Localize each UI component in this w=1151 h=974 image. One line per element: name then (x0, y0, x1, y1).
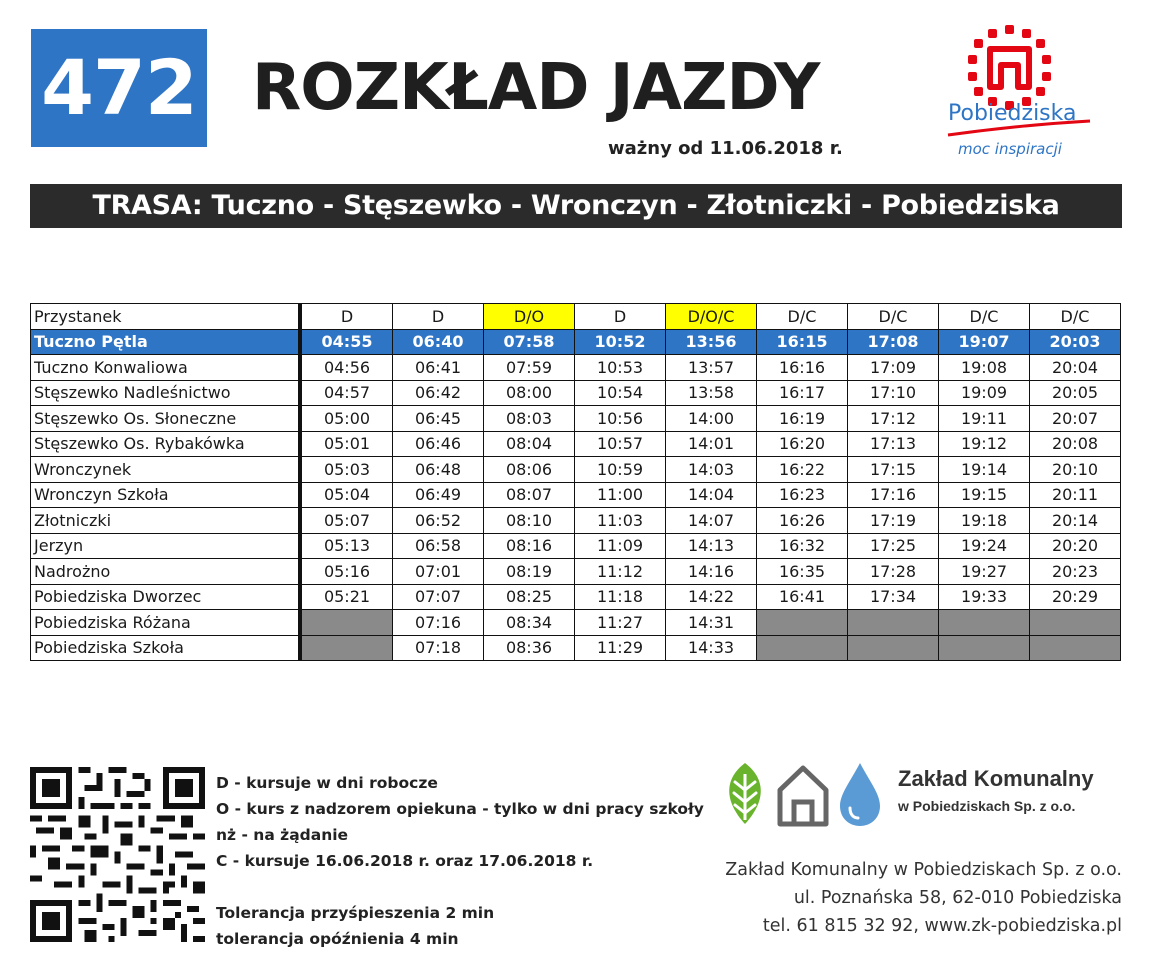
legend-item: nż - na żądanie (216, 826, 349, 844)
departure-time: 20:03 (1030, 329, 1121, 355)
departure-time: 05:00 (300, 406, 393, 432)
departure-time: 17:34 (848, 584, 939, 610)
no-departure-cell (300, 610, 393, 636)
departure-time: 20:23 (1030, 559, 1121, 585)
departure-time: 07:18 (393, 635, 484, 661)
departure-time: 19:14 (939, 457, 1030, 483)
table-row (31, 610, 1121, 636)
departure-time: 17:19 (848, 508, 939, 534)
departure-time: 13:56 (666, 329, 757, 355)
legend-item: D - kursuje w dni robocze (216, 774, 438, 792)
departure-time: 06:52 (393, 508, 484, 534)
address-line: Zakład Komunalny w Pobiedziskach Sp. z o.o. (725, 860, 1122, 880)
departure-time: 06:58 (393, 533, 484, 559)
departure-time: 04:55 (300, 329, 393, 355)
departure-time: 19:27 (939, 559, 1030, 585)
departure-time: 05:21 (300, 584, 393, 610)
departure-time: 11:27 (575, 610, 666, 636)
departure-time: 19:33 (939, 584, 1030, 610)
departure-time: 20:08 (1030, 431, 1121, 457)
stop-name: Stęszewko Os. Rybakówka (31, 431, 301, 457)
departure-time: 07:07 (393, 584, 484, 610)
company-name: Zakład Komunalny (898, 766, 1094, 791)
departure-time: 10:56 (575, 406, 666, 432)
no-departure-cell (757, 635, 848, 661)
table-row (31, 584, 1121, 610)
departure-time: 14:04 (666, 482, 757, 508)
departure-time: 05:01 (300, 431, 393, 457)
departure-time: 08:04 (484, 431, 575, 457)
departure-time: 16:23 (757, 482, 848, 508)
departure-time: 19:18 (939, 508, 1030, 534)
company-logo-icon (720, 760, 885, 830)
leaf-icon (729, 763, 761, 824)
departure-time: 14:01 (666, 431, 757, 457)
departure-time: 16:20 (757, 431, 848, 457)
departure-time: 19:09 (939, 380, 1030, 406)
course-header: D/C (939, 304, 1030, 330)
departure-time: 16:19 (757, 406, 848, 432)
departure-time: 16:26 (757, 508, 848, 534)
stop-name: Stęszewko Nadleśnictwo (31, 380, 301, 406)
course-header: D/C (1030, 304, 1121, 330)
course-header: D (393, 304, 484, 330)
course-header: D (575, 304, 666, 330)
departure-time: 20:29 (1030, 584, 1121, 610)
departure-time: 17:15 (848, 457, 939, 483)
course-header: D/C (848, 304, 939, 330)
stop-name: Pobiedziska Różana (31, 610, 301, 636)
departure-time: 14:16 (666, 559, 757, 585)
departure-time: 16:15 (757, 329, 848, 355)
departure-time: 04:56 (300, 355, 393, 381)
departure-time: 20:04 (1030, 355, 1121, 381)
no-departure-cell (1030, 610, 1121, 636)
departure-time: 08:00 (484, 380, 575, 406)
address-line: ul. Poznańska 58, 62-010 Pobiedziska (793, 888, 1122, 908)
departure-time: 16:17 (757, 380, 848, 406)
departure-time: 05:04 (300, 482, 393, 508)
departure-time: 17:13 (848, 431, 939, 457)
departure-time: 14:00 (666, 406, 757, 432)
table-row (31, 533, 1121, 559)
departure-time: 14:13 (666, 533, 757, 559)
departure-time: 17:16 (848, 482, 939, 508)
departure-time: 19:24 (939, 533, 1030, 559)
departure-time: 08:06 (484, 457, 575, 483)
departure-time: 17:10 (848, 380, 939, 406)
course-header: D/O (484, 304, 575, 330)
departure-time: 06:41 (393, 355, 484, 381)
no-departure-cell (939, 635, 1030, 661)
qr-code-icon[interactable] (30, 767, 205, 942)
departure-time: 10:57 (575, 431, 666, 457)
departure-time: 06:45 (393, 406, 484, 432)
no-departure-cell (939, 610, 1030, 636)
departure-time: 20:20 (1030, 533, 1121, 559)
table-row (31, 508, 1121, 534)
stop-name: Pobiedziska Szkoła (31, 635, 301, 661)
no-departure-cell (848, 635, 939, 661)
stop-name: Wronczyn Szkoła (31, 482, 301, 508)
stop-name: Tuczno Konwaliowa (31, 355, 301, 381)
stop-name: Tuczno Pętla (31, 329, 301, 355)
route-description-bar: TRASA: Tuczno - Stęszewko - Wronczyn - Złotniczki - Pobiedziska (30, 184, 1122, 228)
departure-time: 20:05 (1030, 380, 1121, 406)
table-row (31, 380, 1121, 406)
water-drop-icon (840, 763, 880, 826)
departure-time: 10:59 (575, 457, 666, 483)
company-address (725, 856, 1122, 940)
departure-time: 06:42 (393, 380, 484, 406)
departure-time: 20:11 (1030, 482, 1121, 508)
departure-time: 07:16 (393, 610, 484, 636)
departure-time: 07:58 (484, 329, 575, 355)
house-icon (780, 768, 826, 824)
table-row (31, 355, 1121, 381)
departure-time: 06:40 (393, 329, 484, 355)
stop-name: Wronczynek (31, 457, 301, 483)
table-row (31, 457, 1121, 483)
departure-time: 19:11 (939, 406, 1030, 432)
course-header: D/C (757, 304, 848, 330)
departure-time: 08:34 (484, 610, 575, 636)
departure-time: 08:07 (484, 482, 575, 508)
table-row (31, 482, 1121, 508)
stop-name: Złotniczki (31, 508, 301, 534)
course-header: D/O/C (666, 304, 757, 330)
departure-time: 19:08 (939, 355, 1030, 381)
stop-name: Stęszewko Os. Słoneczne (31, 406, 301, 432)
stop-name: Pobiedziska Dworzec (31, 584, 301, 610)
departure-time: 13:57 (666, 355, 757, 381)
tolerance-note: Tolerancja przyśpieszenia 2 min (216, 904, 495, 922)
departure-time: 06:46 (393, 431, 484, 457)
departure-time: 14:22 (666, 584, 757, 610)
departure-time: 19:07 (939, 329, 1030, 355)
logo-wordmark: Pobiedziska (948, 101, 1077, 126)
departure-time: 17:25 (848, 533, 939, 559)
departure-time: 06:48 (393, 457, 484, 483)
departure-time: 11:12 (575, 559, 666, 585)
departure-time: 20:07 (1030, 406, 1121, 432)
departure-time: 05:16 (300, 559, 393, 585)
departure-time: 16:22 (757, 457, 848, 483)
no-departure-cell (848, 610, 939, 636)
departure-time: 10:53 (575, 355, 666, 381)
timetable-header-row (31, 304, 1121, 330)
table-row (31, 406, 1121, 432)
table-row (31, 559, 1121, 585)
departure-time: 07:59 (484, 355, 575, 381)
departure-time: 17:28 (848, 559, 939, 585)
legend (216, 770, 704, 952)
departure-time: 17:09 (848, 355, 939, 381)
departure-time: 06:49 (393, 482, 484, 508)
departure-time: 11:29 (575, 635, 666, 661)
stop-name: Nadrożno (31, 559, 301, 585)
no-departure-cell (757, 610, 848, 636)
departure-time: 16:35 (757, 559, 848, 585)
company-subtitle: w Pobiedziskach Sp. z o.o. (898, 798, 1076, 814)
tolerance-note: tolerancja opóźnienia 4 min (216, 930, 459, 948)
departure-time: 14:07 (666, 508, 757, 534)
timetable (30, 303, 1121, 661)
departure-time: 16:41 (757, 584, 848, 610)
table-row (31, 329, 1121, 355)
departure-time: 08:36 (484, 635, 575, 661)
valid-from-date: ważny od 11.06.2018 r. (608, 138, 843, 159)
departure-time: 16:32 (757, 533, 848, 559)
departure-time: 08:16 (484, 533, 575, 559)
departure-time: 20:14 (1030, 508, 1121, 534)
departure-time: 05:13 (300, 533, 393, 559)
departure-time: 05:07 (300, 508, 393, 534)
no-departure-cell (1030, 635, 1121, 661)
departure-time: 10:52 (575, 329, 666, 355)
table-row (31, 635, 1121, 661)
departure-time: 07:01 (393, 559, 484, 585)
departure-time: 20:10 (1030, 457, 1121, 483)
departure-time: 08:19 (484, 559, 575, 585)
departure-time: 05:03 (300, 457, 393, 483)
stop-name: Jerzyn (31, 533, 301, 559)
departure-time: 19:12 (939, 431, 1030, 457)
address-line[interactable]: tel. 61 815 32 92, www.zk-pobiedziska.pl (762, 916, 1122, 936)
no-departure-cell (300, 635, 393, 661)
departure-time: 11:00 (575, 482, 666, 508)
legend-spacer (216, 874, 704, 900)
departure-time: 17:12 (848, 406, 939, 432)
departure-time: 17:08 (848, 329, 939, 355)
logo-slogan: moc inspiracji (958, 140, 1062, 158)
stop-column-header: Przystanek (31, 304, 301, 330)
course-header: D (300, 304, 393, 330)
page-title: ROZKŁAD JAZDY (252, 51, 820, 125)
departure-time: 10:54 (575, 380, 666, 406)
departure-time: 16:16 (757, 355, 848, 381)
departure-time: 08:25 (484, 584, 575, 610)
departure-time: 13:58 (666, 380, 757, 406)
legend-item: O - kurs z nadzorem opiekuna - tylko w dni pracy szkoły (216, 800, 704, 818)
departure-time: 14:31 (666, 610, 757, 636)
table-row (31, 431, 1121, 457)
departure-time: 14:03 (666, 457, 757, 483)
departure-time: 14:33 (666, 635, 757, 661)
departure-time: 19:15 (939, 482, 1030, 508)
route-number-badge: 472 (31, 29, 207, 147)
departure-time: 11:03 (575, 508, 666, 534)
departure-time: 08:10 (484, 508, 575, 534)
legend-item: C - kursuje 16.06.2018 r. oraz 17.06.2018 r. (216, 852, 594, 870)
departure-time: 08:03 (484, 406, 575, 432)
departure-time: 04:57 (300, 380, 393, 406)
departure-time: 11:18 (575, 584, 666, 610)
departure-time: 11:09 (575, 533, 666, 559)
